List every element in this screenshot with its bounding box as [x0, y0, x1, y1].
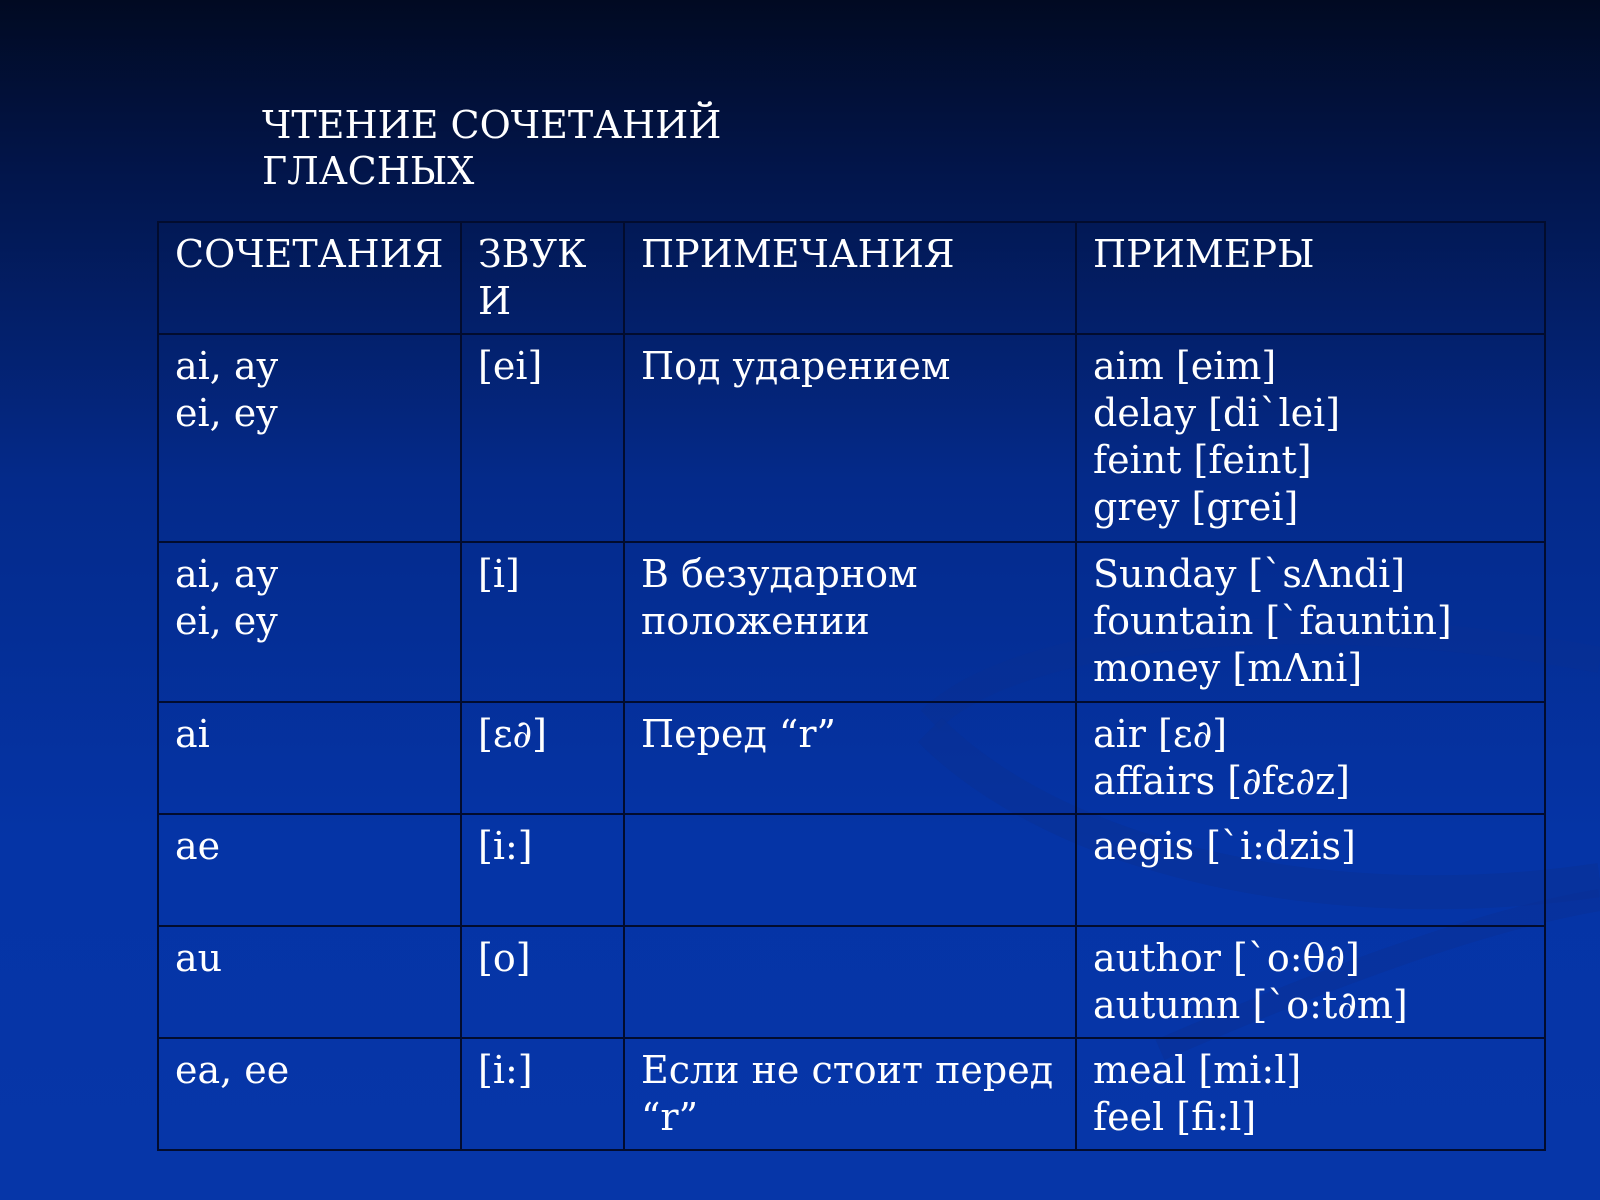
note-cell [624, 814, 1076, 926]
example-item: fountain [`fauntin] [1093, 599, 1452, 643]
examples-cell [1076, 814, 1545, 926]
table-row [158, 1038, 1545, 1150]
example-item: feint [feint] [1093, 438, 1312, 482]
example-item: aim [eim] [1093, 344, 1277, 388]
note-cell: Под ударением [624, 334, 1076, 542]
example-item: meal [mi:l] [1093, 1048, 1302, 1092]
examples-cell [1076, 702, 1545, 814]
example-item: air [ε∂] [1093, 712, 1228, 756]
sound-cell: [ei] [461, 334, 624, 542]
example-item: feel [fi:l] [1093, 1095, 1257, 1139]
example-item: author [`o:θ∂] [1093, 936, 1360, 980]
combinations-cell [158, 926, 461, 1038]
example-item: affairs [∂fε∂z] [1093, 759, 1350, 803]
sound-cell: [i:] [461, 1038, 624, 1150]
note-cell: Если не стоит перед “r” [624, 1038, 1076, 1150]
combination-item: ei, ey [175, 599, 278, 643]
example-item: autumn [`o:t∂m] [1093, 983, 1408, 1027]
note-cell: В безударном положении [624, 542, 1076, 702]
header-notes: ПРИМЕЧАНИЯ [624, 222, 1076, 334]
header-examples: ПРИМЕРЫ [1076, 222, 1545, 334]
combination-item: ea, ee [175, 1048, 290, 1092]
example-item: money [mΛni] [1093, 646, 1363, 690]
sound-cell: [i] [461, 542, 624, 702]
combinations-cell [158, 334, 461, 542]
combinations-cell [158, 1038, 461, 1150]
sound-cell: [o] [461, 926, 624, 1038]
example-item: aegis [`i:dzis] [1093, 824, 1356, 868]
examples-cell [1076, 334, 1545, 542]
combination-item: ae [175, 824, 221, 868]
combinations-cell [158, 814, 461, 926]
header-combinations: СОЧЕТАНИЯ [158, 222, 461, 334]
table-row [158, 814, 1545, 926]
table-row [158, 542, 1545, 702]
combination-item: ai [175, 712, 210, 756]
table-row [158, 702, 1545, 814]
examples-cell [1076, 1038, 1545, 1150]
examples-cell [1076, 542, 1545, 702]
vowel-combinations-table [157, 221, 1546, 1151]
combinations-cell [158, 702, 461, 814]
sound-cell: [ε∂] [461, 702, 624, 814]
combination-item: ai, ay [175, 552, 279, 596]
note-cell: Перед “r” [624, 702, 1076, 814]
combination-item: au [175, 936, 223, 980]
example-item: delay [di`lei] [1093, 391, 1341, 435]
examples-cell [1076, 926, 1545, 1038]
combinations-cell [158, 542, 461, 702]
page-title: ЧТЕНИЕ СОЧЕТАНИЙ ГЛАСНЫХ [262, 103, 722, 193]
table-row [158, 926, 1545, 1038]
combination-item: ai, ay [175, 344, 279, 388]
header-sounds: ЗВУКИ [461, 222, 624, 334]
table-header-row [158, 222, 1545, 334]
table-row [158, 334, 1545, 542]
note-cell [624, 926, 1076, 1038]
sound-cell: [i:] [461, 814, 624, 926]
example-item: Sunday [`sΛndi] [1093, 552, 1406, 596]
example-item: grey [grei] [1093, 485, 1299, 529]
combination-item: ei, ey [175, 391, 278, 435]
